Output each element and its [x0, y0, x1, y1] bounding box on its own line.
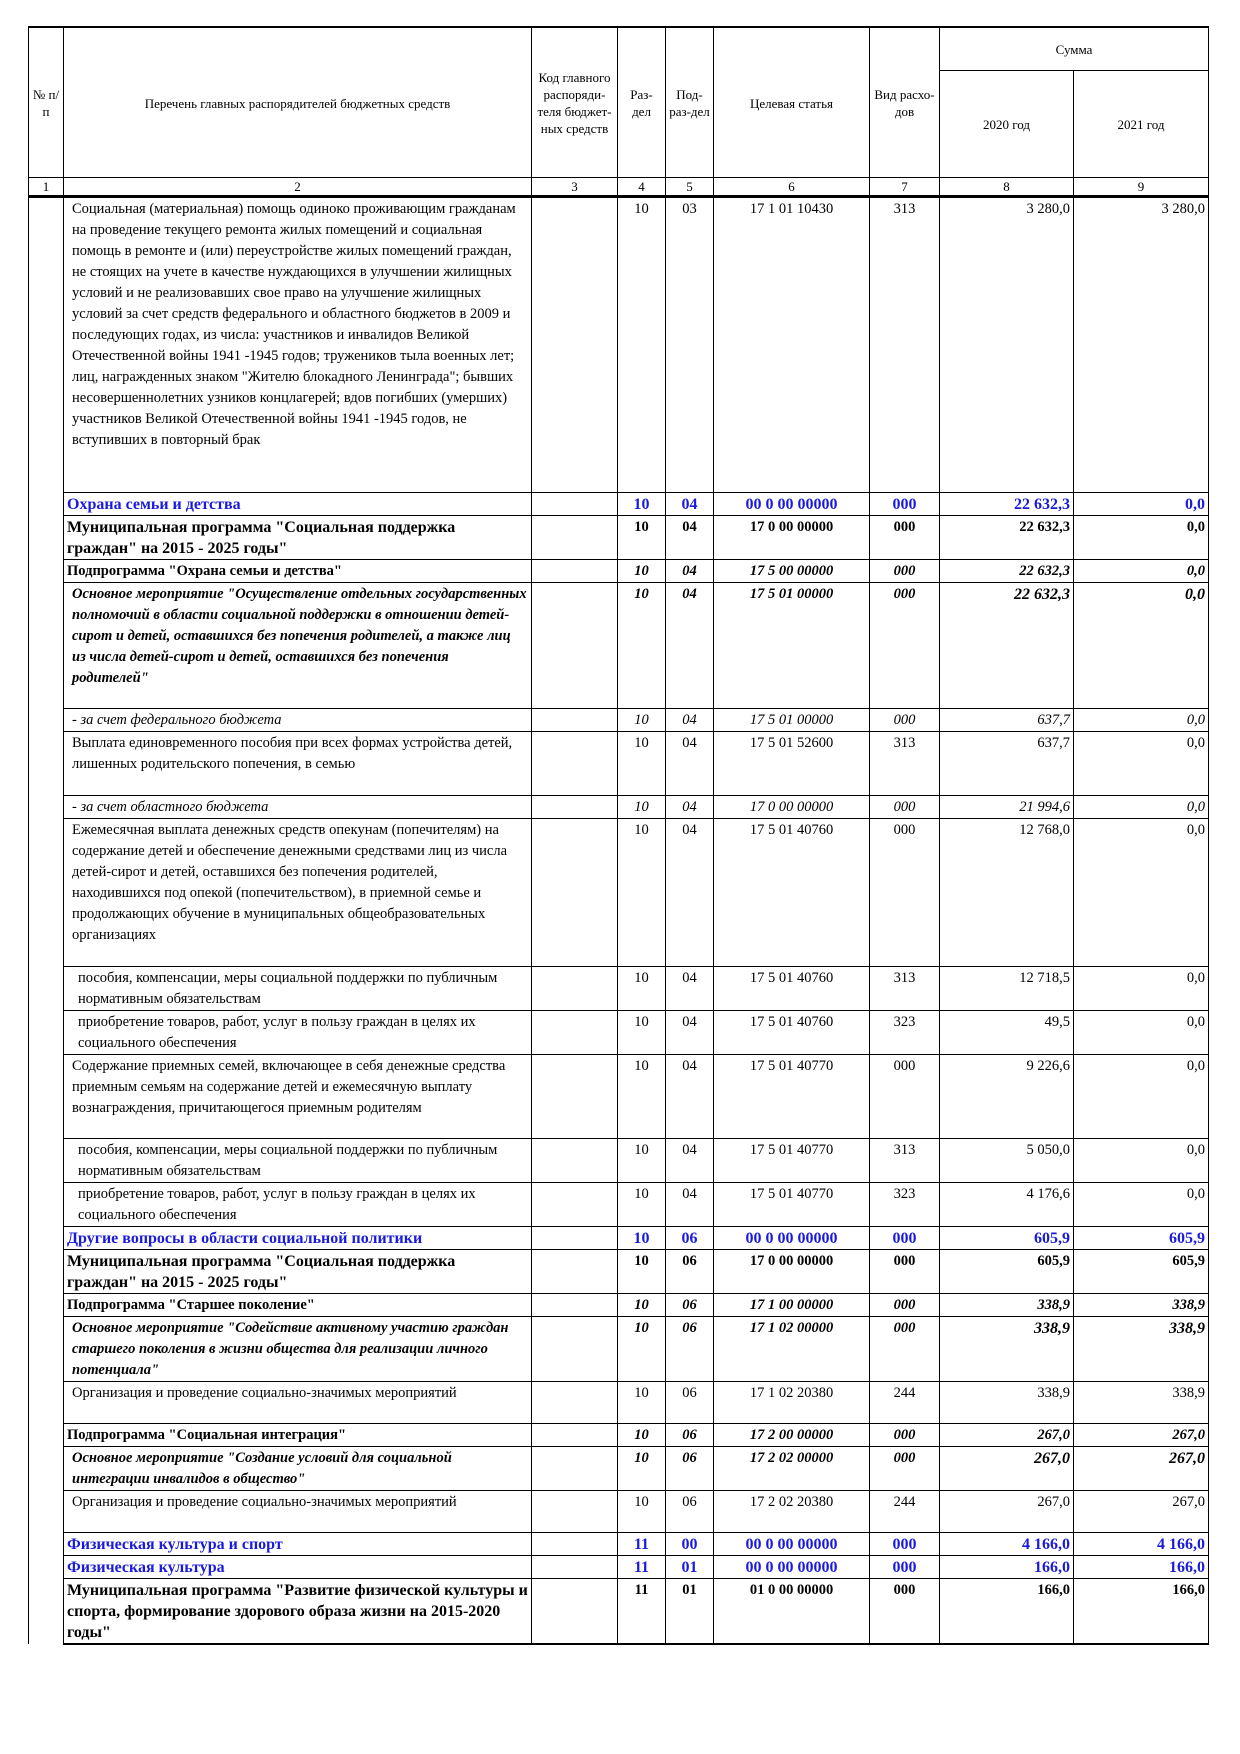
row-section: 10	[618, 819, 666, 967]
row-section: 10	[618, 1011, 666, 1055]
row-article: 17 1 02 20380	[714, 1382, 870, 1424]
row-vid: 000	[870, 583, 940, 709]
row-section: 10	[618, 1317, 666, 1382]
row-subsection: 06	[666, 1294, 714, 1317]
row-2021: 0,0	[1074, 732, 1209, 796]
row-vid: 313	[870, 967, 940, 1011]
row-article: 17 1 01 10430	[714, 197, 870, 493]
row-vid: 000	[870, 1533, 940, 1556]
row-section: 10	[618, 560, 666, 583]
row-article: 17 5 01 00000	[714, 583, 870, 709]
header-col-expense-type: Вид расхо-дов	[870, 27, 940, 178]
row-subsection: 06	[666, 1382, 714, 1424]
row-name: приобретение товаров, работ, услуг в пользу граждан в целях их социального обеспечения	[64, 1183, 532, 1227]
row-2021: 0,0	[1074, 1011, 1209, 1055]
row-section: 10	[618, 732, 666, 796]
row-subsection: 01	[666, 1579, 714, 1645]
col-number-2: 2	[64, 178, 532, 197]
row-subsection: 04	[666, 796, 714, 819]
row-vid: 323	[870, 1011, 940, 1055]
row-subsection: 04	[666, 1183, 714, 1227]
table-row	[29, 709, 1209, 732]
row-vid: 000	[870, 1424, 940, 1447]
header-col-section: Раз-дел	[618, 27, 666, 178]
row-subsection: 04	[666, 493, 714, 516]
row-subsection: 04	[666, 1011, 714, 1055]
row-2021: 605,9	[1074, 1250, 1209, 1294]
col-number-1: 1	[29, 178, 64, 197]
row-name: Муниципальная программа "Развитие физической культуры и спорта, формирование здорового образа жизни на 2015-2020 годы"	[64, 1579, 532, 1645]
row-article: 17 5 00 00000	[714, 560, 870, 583]
row-section: 10	[618, 1491, 666, 1533]
row-article: 17 2 00 00000	[714, 1424, 870, 1447]
table-row	[29, 493, 1209, 516]
row-section: 10	[618, 796, 666, 819]
row-2021: 338,9	[1074, 1294, 1209, 1317]
row-article: 00 0 00 00000	[714, 1533, 870, 1556]
row-section: 11	[618, 1579, 666, 1645]
row-subsection: 04	[666, 967, 714, 1011]
row-subsection: 04	[666, 819, 714, 967]
table-row	[29, 516, 1209, 560]
table-row	[29, 1556, 1209, 1579]
row-article: 17 1 00 00000	[714, 1294, 870, 1317]
row-article: 17 5 01 40770	[714, 1183, 870, 1227]
row-name: Подпрограмма "Охрана семьи и детства"	[64, 560, 532, 583]
table-row	[29, 1447, 1209, 1491]
row-2020: 267,0	[940, 1447, 1074, 1491]
table-row	[29, 796, 1209, 819]
row-name: Основное мероприятие "Осуществление отдельных государственных полномочий в области социальной поддержки в отношении детей-сирот и детей, оставшихся без попечения родителей, а также лиц из числа детей-сирот и детей, оставшихся без попечения родителей"	[64, 583, 532, 709]
row-name: Физическая культура и спорт	[64, 1533, 532, 1556]
row-vid: 323	[870, 1183, 940, 1227]
row-2020: 4 176,6	[940, 1183, 1074, 1227]
row-subsection: 04	[666, 1055, 714, 1139]
row-2021: 0,0	[1074, 493, 1209, 516]
col-number-6: 6	[714, 178, 870, 197]
row-name: Содержание приемных семей, включающее в себя денежные средства приемным семьям на содержание детей и ежемесячную выплату вознаграждения, причитающегося приемным родителям	[64, 1055, 532, 1139]
row-section: 11	[618, 1533, 666, 1556]
row-subsection: 04	[666, 583, 714, 709]
row-vid: 000	[870, 709, 940, 732]
row-subsection: 06	[666, 1227, 714, 1250]
row-article: 01 0 00 00000	[714, 1579, 870, 1645]
row-name: Другие вопросы в области социальной политики	[64, 1227, 532, 1250]
row-article: 00 0 00 00000	[714, 493, 870, 516]
row-vid: 244	[870, 1382, 940, 1424]
row-article: 17 2 02 00000	[714, 1447, 870, 1491]
row-name: Организация и проведение социально-значимых мероприятий	[64, 1491, 532, 1533]
row-2021: 3 280,0	[1074, 197, 1209, 493]
row-2021: 0,0	[1074, 819, 1209, 967]
row-2021: 267,0	[1074, 1424, 1209, 1447]
row-article: 17 5 01 40770	[714, 1139, 870, 1183]
row-2020: 21 994,6	[940, 796, 1074, 819]
row-subsection: 06	[666, 1317, 714, 1382]
header-sum: Сумма	[940, 27, 1209, 70]
row-subsection: 03	[666, 197, 714, 493]
row-section: 10	[618, 1447, 666, 1491]
table-row	[29, 197, 1209, 493]
row-article: 17 0 00 00000	[714, 1250, 870, 1294]
row-2021: 0,0	[1074, 709, 1209, 732]
row-section: 10	[618, 1424, 666, 1447]
row-vid: 000	[870, 1227, 940, 1250]
table-row	[29, 1055, 1209, 1139]
row-2020: 338,9	[940, 1382, 1074, 1424]
col-number-4: 4	[618, 178, 666, 197]
table-row	[29, 967, 1209, 1011]
header-col-article: Целевая статья	[714, 27, 870, 178]
row-2020: 12 718,5	[940, 967, 1074, 1011]
table-row	[29, 583, 1209, 709]
table-row	[29, 819, 1209, 967]
row-2020: 22 632,3	[940, 583, 1074, 709]
row-2021: 338,9	[1074, 1382, 1209, 1424]
row-section: 10	[618, 516, 666, 560]
row-vid: 000	[870, 516, 940, 560]
budget-table	[28, 26, 1209, 1645]
row-section: 10	[618, 1250, 666, 1294]
table-row	[29, 1227, 1209, 1250]
row-name: пособия, компенсации, меры социальной поддержки по публичным нормативным обязательствам	[64, 1139, 532, 1183]
row-article: 17 2 02 20380	[714, 1491, 870, 1533]
row-name: Выплата единовременного пособия при всех формах устройства детей, лишенных родительского попечения, в семью	[64, 732, 532, 796]
row-vid: 000	[870, 560, 940, 583]
row-vid: 313	[870, 197, 940, 493]
row-2020: 5 050,0	[940, 1139, 1074, 1183]
row-2021: 0,0	[1074, 516, 1209, 560]
row-vid: 000	[870, 493, 940, 516]
row-2021: 0,0	[1074, 796, 1209, 819]
row-name: Организация и проведение социально-значимых мероприятий	[64, 1382, 532, 1424]
table-row	[29, 1382, 1209, 1424]
row-2021: 4 166,0	[1074, 1533, 1209, 1556]
row-2021: 0,0	[1074, 1183, 1209, 1227]
row-subsection: 06	[666, 1250, 714, 1294]
row-2020: 166,0	[940, 1556, 1074, 1579]
row-2020: 338,9	[940, 1294, 1074, 1317]
row-article: 17 5 01 40760	[714, 967, 870, 1011]
row-vid: 244	[870, 1491, 940, 1533]
table-row	[29, 1139, 1209, 1183]
row-section: 10	[618, 1294, 666, 1317]
row-name: Социальная (материальная) помощь одиноко проживающим гражданам на проведение текущего ремонта жилых помещений и социальная помощь в ремонте и (или) переустройстве жилых помещений граждан, не стоящих на учете в качестве нуждающихся в улучшении жилищных условий и не реализовавших свое право на улучшение жилищных условий за счет средств федерального и областного бюджетов в 2009 и последующих годах, из числа: участников и инвалидов Великой Отечественной войны 1941 -1945 годов; тружеников тыла военных лет; лиц, награжденных знаком "Жителю блокадного Ленинграда"; бывших несовершеннолетних узников концлагерей; вдов погибших (умерших) участников Великой Отечественной войны 1941 -1945 годов, не вступивших в повторный брак	[64, 197, 532, 493]
col-number-9: 9	[1074, 178, 1209, 197]
row-2021: 0,0	[1074, 1055, 1209, 1139]
row-2020: 3 280,0	[940, 197, 1074, 493]
row-vid: 000	[870, 1579, 940, 1645]
row-vid: 000	[870, 1556, 940, 1579]
col-number-8: 8	[940, 178, 1074, 197]
table-row	[29, 1579, 1209, 1645]
col-number-5: 5	[666, 178, 714, 197]
row-2021: 267,0	[1074, 1491, 1209, 1533]
row-section: 10	[618, 1227, 666, 1250]
row-article: 17 5 01 40770	[714, 1055, 870, 1139]
row-name: Основное мероприятие "Создание условий для социальной интеграции инвалидов в общество"	[64, 1447, 532, 1491]
row-subsection: 04	[666, 1139, 714, 1183]
row-name: Ежемесячная выплата денежных средств опекунам (попечителям) на содержание детей и обеспечение денежными средствами лиц из числа детей-сирот и детей, оставшихся без попечения родителей, находившихся под опекой (попечительством), в приемной семье и продолжающих обучение в муниципальных общеобразовательных организациях	[64, 819, 532, 967]
header-col-admin-code: Код главного распоряди-теля бюджет-ных средств	[532, 27, 618, 178]
row-2020: 22 632,3	[940, 493, 1074, 516]
row-2021: 0,0	[1074, 560, 1209, 583]
row-section: 10	[618, 1055, 666, 1139]
row-article: 17 0 00 00000	[714, 796, 870, 819]
row-name: приобретение товаров, работ, услуг в пользу граждан в целях их социального обеспечения	[64, 1011, 532, 1055]
row-2020: 4 166,0	[940, 1533, 1074, 1556]
row-2020: 22 632,3	[940, 516, 1074, 560]
row-section: 11	[618, 1556, 666, 1579]
row-vid: 000	[870, 1317, 940, 1382]
table-row	[29, 1294, 1209, 1317]
table-row	[29, 1317, 1209, 1382]
row-vid: 000	[870, 796, 940, 819]
row-article: 17 1 02 00000	[714, 1317, 870, 1382]
row-2020: 166,0	[940, 1579, 1074, 1645]
row-name: Подпрограмма "Социальная интеграция"	[64, 1424, 532, 1447]
row-subsection: 06	[666, 1491, 714, 1533]
row-2021: 0,0	[1074, 583, 1209, 709]
row-section: 10	[618, 583, 666, 709]
row-2021: 267,0	[1074, 1447, 1209, 1491]
row-subsection: 06	[666, 1424, 714, 1447]
row-2020: 605,9	[940, 1250, 1074, 1294]
row-subsection: 01	[666, 1556, 714, 1579]
row-number-cell	[29, 197, 64, 1645]
row-name: Муниципальная программа "Социальная поддержка граждан" на 2015 - 2025 годы"	[64, 1250, 532, 1294]
row-subsection: 04	[666, 709, 714, 732]
header-year-2020: 2020 год	[940, 70, 1074, 177]
row-2021: 0,0	[1074, 967, 1209, 1011]
row-2020: 637,7	[940, 732, 1074, 796]
row-2021: 166,0	[1074, 1556, 1209, 1579]
row-name: пособия, компенсации, меры социальной поддержки по публичным нормативным обязательствам	[64, 967, 532, 1011]
table-row	[29, 1250, 1209, 1294]
row-name: Физическая культура	[64, 1556, 532, 1579]
row-2020: 267,0	[940, 1424, 1074, 1447]
row-2021: 0,0	[1074, 1139, 1209, 1183]
col-number-7: 7	[870, 178, 940, 197]
row-name: - за счет федерального бюджета	[64, 709, 532, 732]
table-row	[29, 732, 1209, 796]
table-row	[29, 1183, 1209, 1227]
header-year-2021: 2021 год	[1074, 70, 1209, 177]
row-vid: 000	[870, 1250, 940, 1294]
table-row	[29, 1491, 1209, 1533]
row-article: 17 0 00 00000	[714, 516, 870, 560]
table-row	[29, 1424, 1209, 1447]
row-section: 10	[618, 1382, 666, 1424]
row-2021: 166,0	[1074, 1579, 1209, 1645]
row-vid: 000	[870, 819, 940, 967]
table-row	[29, 1533, 1209, 1556]
row-2021: 338,9	[1074, 1317, 1209, 1382]
header-col-name: Перечень главных распорядителей бюджетных средств	[64, 27, 532, 178]
row-2020: 267,0	[940, 1491, 1074, 1533]
row-name: Охрана семьи и детства	[64, 493, 532, 516]
row-article: 17 5 01 40760	[714, 1011, 870, 1055]
row-subsection: 04	[666, 732, 714, 796]
row-article: 17 5 01 40760	[714, 819, 870, 967]
header-col-subsection: Под-раз-дел	[666, 27, 714, 178]
row-2020: 9 226,6	[940, 1055, 1074, 1139]
header-col-number: № п/п	[29, 27, 64, 178]
row-section: 10	[618, 1183, 666, 1227]
row-vid: 000	[870, 1294, 940, 1317]
table-row	[29, 1011, 1209, 1055]
row-section: 10	[618, 967, 666, 1011]
row-section: 10	[618, 709, 666, 732]
row-2020: 605,9	[940, 1227, 1074, 1250]
row-2020: 12 768,0	[940, 819, 1074, 967]
row-section: 10	[618, 1139, 666, 1183]
row-name: Основное мероприятие "Содействие активному участию граждан старшего поколения в жизни общества для реализации личного потенциала"	[64, 1317, 532, 1382]
row-2021: 605,9	[1074, 1227, 1209, 1250]
row-subsection: 04	[666, 560, 714, 583]
row-name: Подпрограмма "Старшее поколение"	[64, 1294, 532, 1317]
row-name: - за счет областного бюджета	[64, 796, 532, 819]
row-section: 10	[618, 493, 666, 516]
col-number-3: 3	[532, 178, 618, 197]
row-2020: 22 632,3	[940, 560, 1074, 583]
row-vid: 313	[870, 1139, 940, 1183]
row-2020: 338,9	[940, 1317, 1074, 1382]
row-subsection: 06	[666, 1447, 714, 1491]
row-vid: 000	[870, 1447, 940, 1491]
row-subsection: 04	[666, 516, 714, 560]
row-name: Муниципальная программа "Социальная поддержка граждан" на 2015 - 2025 годы"	[64, 516, 532, 560]
row-article: 17 5 01 00000	[714, 709, 870, 732]
row-section: 10	[618, 197, 666, 493]
row-vid: 000	[870, 1055, 940, 1139]
table-row	[29, 560, 1209, 583]
row-article: 17 5 01 52600	[714, 732, 870, 796]
row-2020: 49,5	[940, 1011, 1074, 1055]
row-2020: 637,7	[940, 709, 1074, 732]
row-article: 00 0 00 00000	[714, 1227, 870, 1250]
row-subsection: 00	[666, 1533, 714, 1556]
row-vid: 313	[870, 732, 940, 796]
row-article: 00 0 00 00000	[714, 1556, 870, 1579]
